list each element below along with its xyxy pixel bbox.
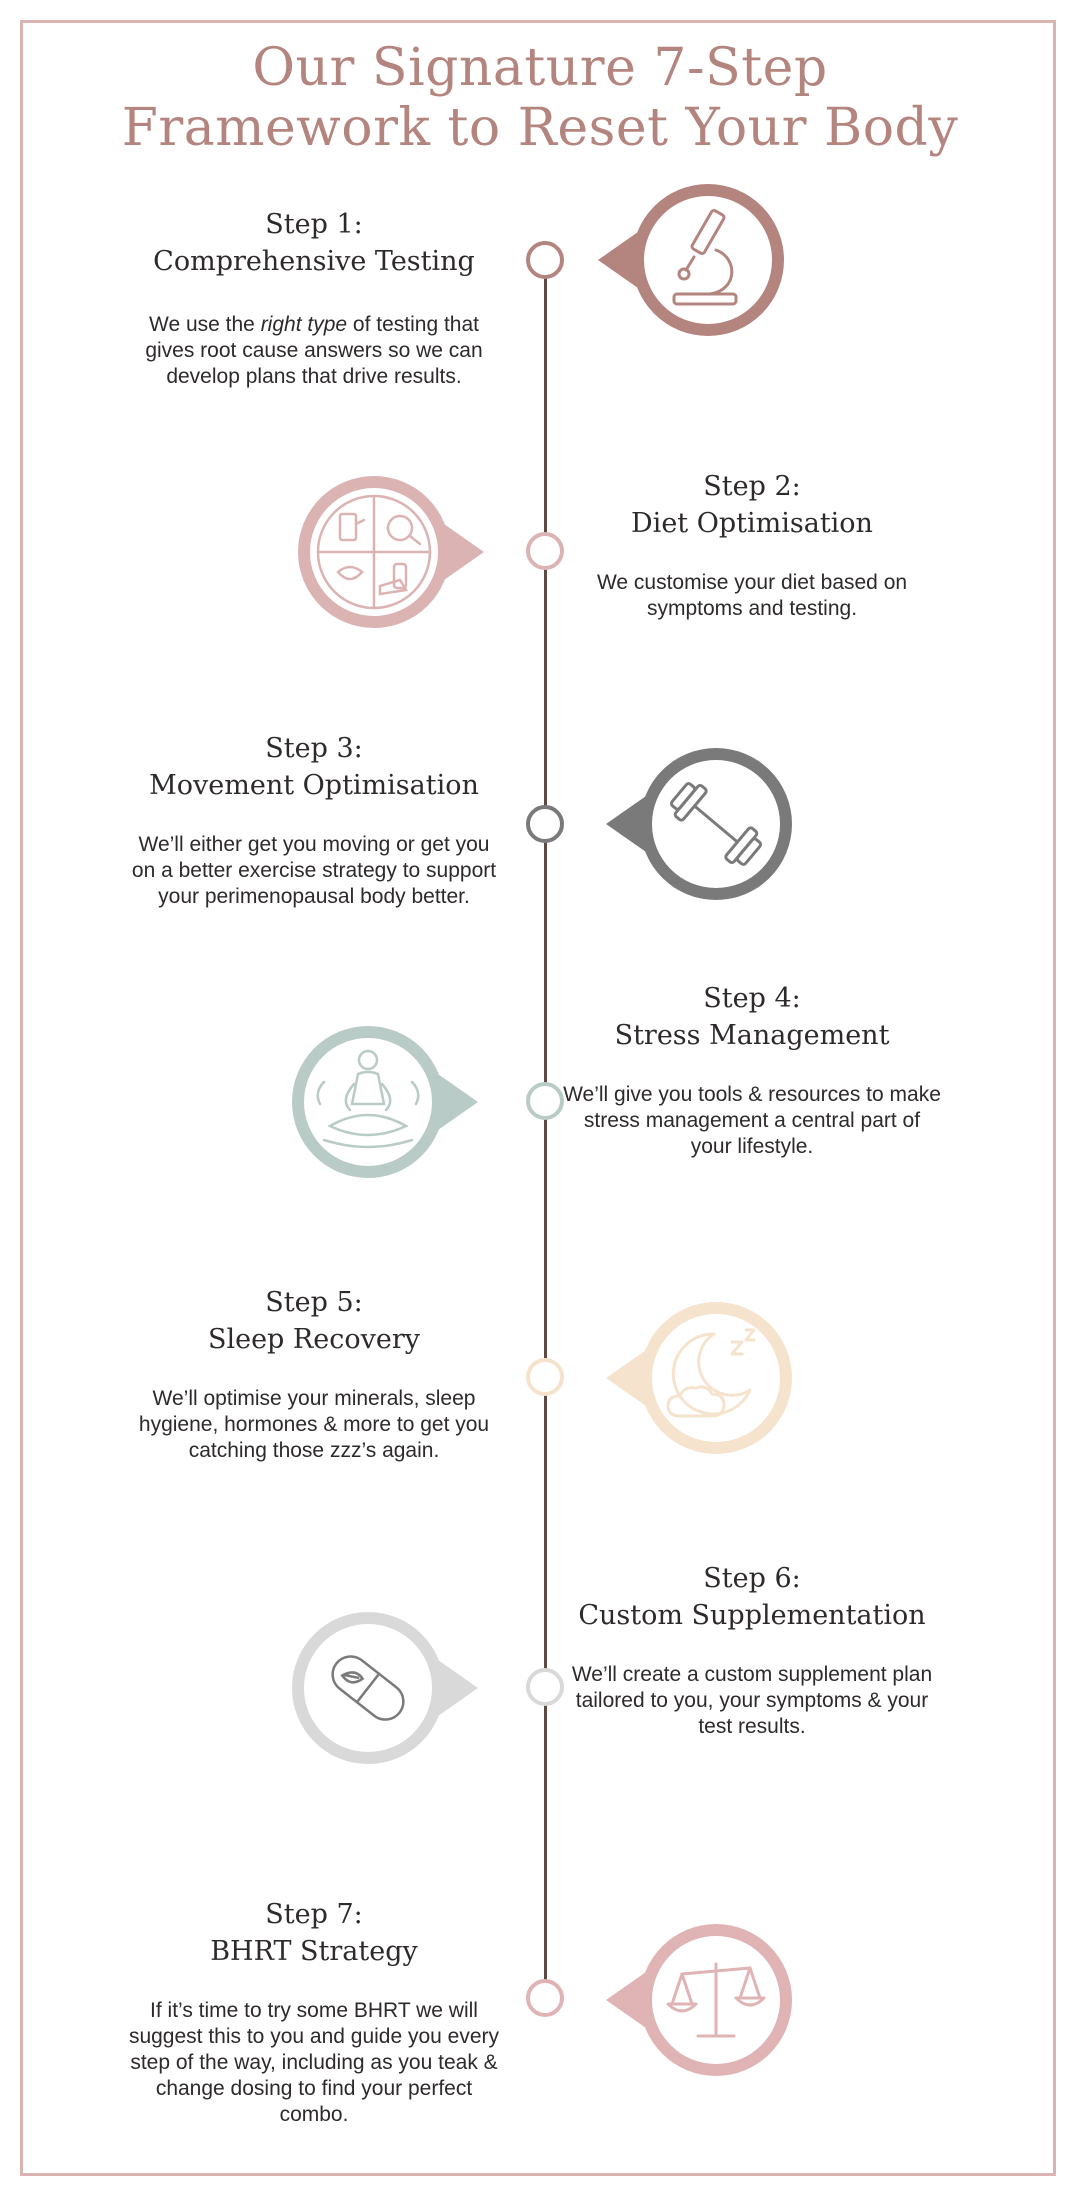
step-5-title: Sleep Recovery [207,1324,421,1355]
step-7-description: If it’s time to try some BHRT we will suggest this to you and guide you every step of the way, including as you teak & change dosing to find your perfect combo. [128,1999,500,2126]
step-7-text [124,1896,504,2128]
step-3-badge [606,744,806,904]
step-3-number: Step 3: [265,733,363,764]
step-2-badge [290,472,490,632]
title-line-1: Our Signature 7-Step [252,38,828,98]
step-1-number: Step 1: [265,209,363,240]
step-7-node [526,1979,564,2017]
step-6-number: Step 6: [703,1563,801,1594]
step-3-text [124,730,504,910]
step-7-number: Step 7: [265,1899,363,1930]
step-6-badge [284,1608,484,1768]
step-3-description: We’ll either get you moving or get you on a better exercise strategy to support your perimenopausal body better. [131,833,497,908]
step-5-text [124,1284,504,1464]
step-1-text [124,206,504,390]
scales-icon [606,1920,806,2080]
food-plate-icon [290,472,490,632]
step-5-number: Step 5: [265,1287,363,1318]
step-4-title: Stress Management [614,1020,890,1051]
step-3-node [526,805,564,843]
step-2-node [526,532,564,570]
moon-cloud-icon [606,1298,806,1458]
page-title [0,38,1080,158]
step-2-text [562,468,942,622]
step-7-title: BHRT Strategy [210,1936,418,1967]
step-1-badge [598,180,798,340]
step-6-description: We’ll create a custom supplement plan tailored to you, your symptoms & your test results. [571,1663,933,1738]
capsule-icon [284,1608,484,1768]
meditation-icon [284,1022,484,1182]
step-2-description: We customise your diet based on symptoms and testing. [596,571,908,620]
step-2-title: Diet Optimisation [631,508,873,539]
step-7-badge [606,1920,806,2080]
step-4-number: Step 4: [703,983,801,1014]
step-2-number: Step 2: [703,471,801,502]
dumbbell-icon [606,744,806,904]
microscope-icon [598,180,798,340]
step-1-description: We use the right type of testing that gives root cause answers so we can develop plans that drive results. [145,313,483,388]
title-line-2: Framework to Reset Your Body [121,98,959,158]
step-4-description: We’ll give you tools & resources to make stress management a central part of your lifestyle. [563,1083,941,1158]
step-4-text [562,980,942,1160]
step-6-node [526,1668,564,1706]
step-4-node [526,1082,564,1120]
step-1-node [526,241,564,279]
step-3-title: Movement Optimisation [149,770,479,801]
step-1-title: Comprehensive Testing [153,246,475,277]
step-5-description: We’ll optimise your minerals, sleep hygiene, hormones & more to get you catching those zzz’s again. [138,1387,490,1462]
step-5-badge [606,1298,806,1458]
step-4-badge [284,1022,484,1182]
step-6-text [562,1560,942,1740]
step-5-node [526,1358,564,1396]
step-6-title: Custom Supplementation [578,1600,926,1631]
timeline-line [544,258,547,1998]
